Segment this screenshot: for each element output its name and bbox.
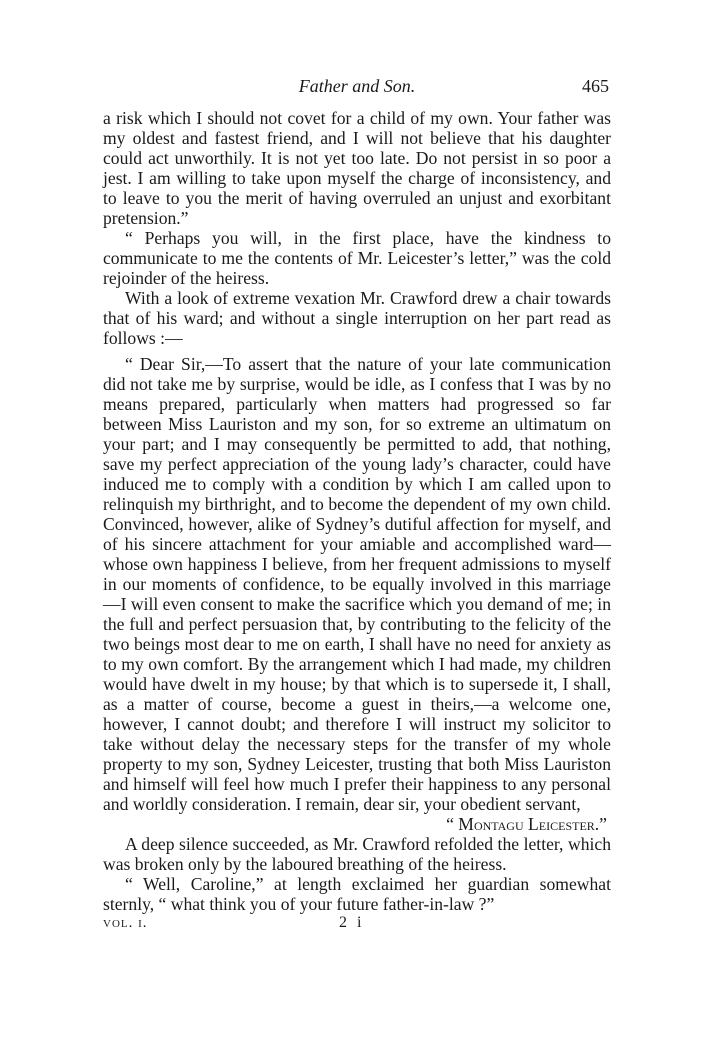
paragraph-silence: A deep silence succeeded, as Mr. Crawford refolded the letter, which was broken only by the laboured breathing of the heiress. xyxy=(103,834,611,874)
paragraph-heiress-reply: “ Perhaps you will, in the first place, have the kindness to communicate to me the contents of Mr. Leicester’s letter,” was the cold rejoinder of the heiress. xyxy=(103,228,611,288)
body-text xyxy=(103,108,611,914)
paragraph-guardian-question: “ Well, Caroline,” at length exclaimed her guardian somewhat sternly, “ what think you of your future father-in-law ?” xyxy=(103,874,611,914)
paragraph-letter-body: “ Dear Sir,—To assert that the nature of your late communication did not take me by surprise, would be idle, as I confess that I was by no means prepared, particularly when matters had progressed so far between Miss Lauriston and my son, for so extreme an ultimatum on your part; and I may consequently be permitted to add, that nothing, save my perfect appreciation of the young lady’s character, could have induced me to comply with a condition by which I am called upon to relinquish my birthright, and to become the dependent of my own child. Convinced, however, alike of Sydney’s dutiful affection for myself, and of his sincere attachment for your amiable and accomplished ward—whose own happiness I believe, from her frequent admissions to myself in our moments of confidence, to be equally involved in this marriage—I will even consent to make the sacrifice which you demand of me; in the full and perfect persuasion that, by contributing to the felicity of the two beings most dear to me on earth, I shall have no need for anxiety as to my own comfort. By the arrangement which I had made, my children would have dwelt in my house; by that which is to supersede it, I shall, as a matter of course, become a guest in theirs,—a welcome one, however, I cannot doubt; and therefore I will instruct my solicitor to take without delay the necessary steps for the transfer of my whole property to my son, Sydney Leicester, trusting that both Miss Lauriston and himself will feel how much I prefer their happiness to any personal and worldly consideration. I remain, dear sir, your obedient servant, xyxy=(103,354,611,814)
volume-mark: vol. i. xyxy=(103,915,148,931)
running-title: Father and Son. xyxy=(298,76,416,96)
page-footer xyxy=(103,913,611,935)
paragraph-continuation: a risk which I should not covet for a child of my own. Your father was my oldest and fastest friend, and I will not believe that his daughter could act unworthily. It is not yet too late. Do not persist in so poor a jest. I am willing to take upon myself the charge of inconsistency, and to leave to you the merit of having overruled an unjust and exorbitant pretension.” xyxy=(103,108,611,228)
book-page xyxy=(103,74,611,935)
letter-signature: “ Montagu Leicester.” xyxy=(446,814,607,834)
signature-mark: 2 i xyxy=(339,914,365,931)
paragraph-letter-intro: With a look of extreme vexation Mr. Crawford drew a chair towards that of his ward; and without a single interruption on her part read as follows :— xyxy=(103,288,611,348)
page-number: 465 xyxy=(582,76,609,96)
page-header xyxy=(103,74,611,100)
